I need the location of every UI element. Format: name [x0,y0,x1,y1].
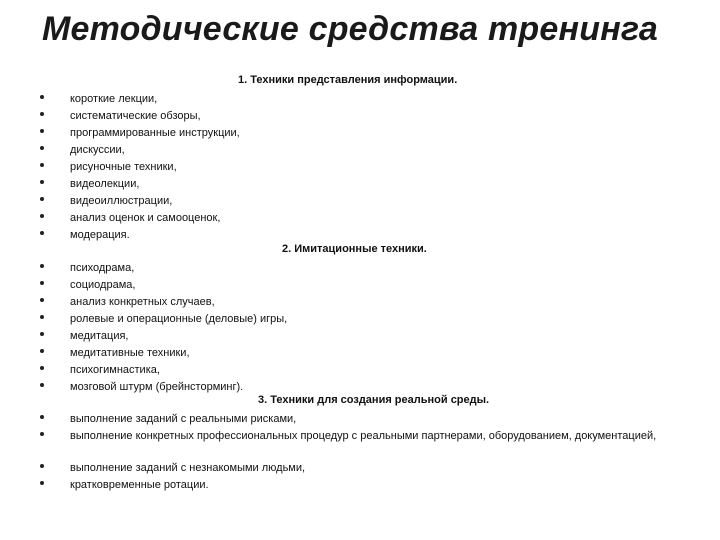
list-item-text: анализ конкретных случаев, [70,296,215,308]
bullet-icon [40,415,44,419]
list-item-text: выполнение заданий с незнакомыми людьми, [70,462,306,474]
bullet-icon [40,332,44,336]
bullet-icon [40,298,44,302]
bullet-icon [40,129,44,133]
bullet-icon [40,112,44,116]
list-item [0,362,720,379]
bullet-icon [40,383,44,387]
list-item-text: видеолекции, [70,178,140,190]
list-item-text: дискуссии, [70,144,125,156]
section-heading-3: 3. Техники для создания реальной среды. [258,394,490,406]
list-item-text: рисуночные техники, [70,161,177,173]
bullet-icon [40,95,44,99]
slide-title: Методические средства тренинга [42,10,658,48]
section-heading-2: 2. Имитационные техники. [282,243,427,255]
list-item-text: кратковременные ротации. [70,479,209,491]
list-item-text: мозговой штурм (брейнсторминг). [70,381,244,393]
list-item [0,477,720,494]
bullet-icon [40,146,44,150]
list-item-text: социодрама, [70,279,136,291]
list-item [0,460,720,477]
list-item-text: анализ оценок и самооценок, [70,212,221,224]
bullet-icon [40,432,44,436]
bullet-icon [40,214,44,218]
bullet-icon [40,366,44,370]
list-item-text: выполнение заданий с реальными рисками, [70,413,297,425]
list-item-text: психодрама, [70,262,135,274]
list-item-text: систематические обзоры, [70,110,201,122]
bullet-icon [40,464,44,468]
list-item [0,328,720,345]
bullet-icon [40,180,44,184]
bullet-icon [40,231,44,235]
bullet-icon [40,349,44,353]
list-item [0,193,720,210]
list-item [0,277,720,294]
list-item-text: ролевые и операционные (деловые) игры, [70,313,288,325]
bullet-icon [40,264,44,268]
bullet-icon [40,281,44,285]
list-item [0,108,720,125]
list-item-text: медитация, [70,330,129,342]
bullet-icon [40,315,44,319]
list-item [0,210,720,227]
list-item [0,260,720,277]
list-item-text: медитативные техники, [70,347,190,359]
list-item-text: видеоиллюстрации, [70,195,173,207]
bullet-icon [40,163,44,167]
section-heading-1: 1. Техники представления информации. [238,74,458,86]
list-item [0,311,720,328]
list-item-text: короткие лекции, [70,93,158,105]
list-item [0,345,720,362]
list-item-text: психогимнастика, [70,364,160,376]
list-item [0,91,720,108]
bullet-icon [40,481,44,485]
list-item [0,176,720,193]
list-item [0,159,720,176]
list-item [0,227,720,244]
list-item [0,142,720,159]
list-item [0,294,720,311]
list-item [0,428,720,461]
bullet-icon [40,197,44,201]
list-item-text: программированные инструкции, [70,127,240,139]
list-item [0,411,720,428]
list-item-text: модерация. [70,229,130,241]
list-item [0,125,720,142]
list-item-text: выполнение конкретных профессиональных процедур с реальными партнерами, оборудованием, документацией, [70,430,657,442]
